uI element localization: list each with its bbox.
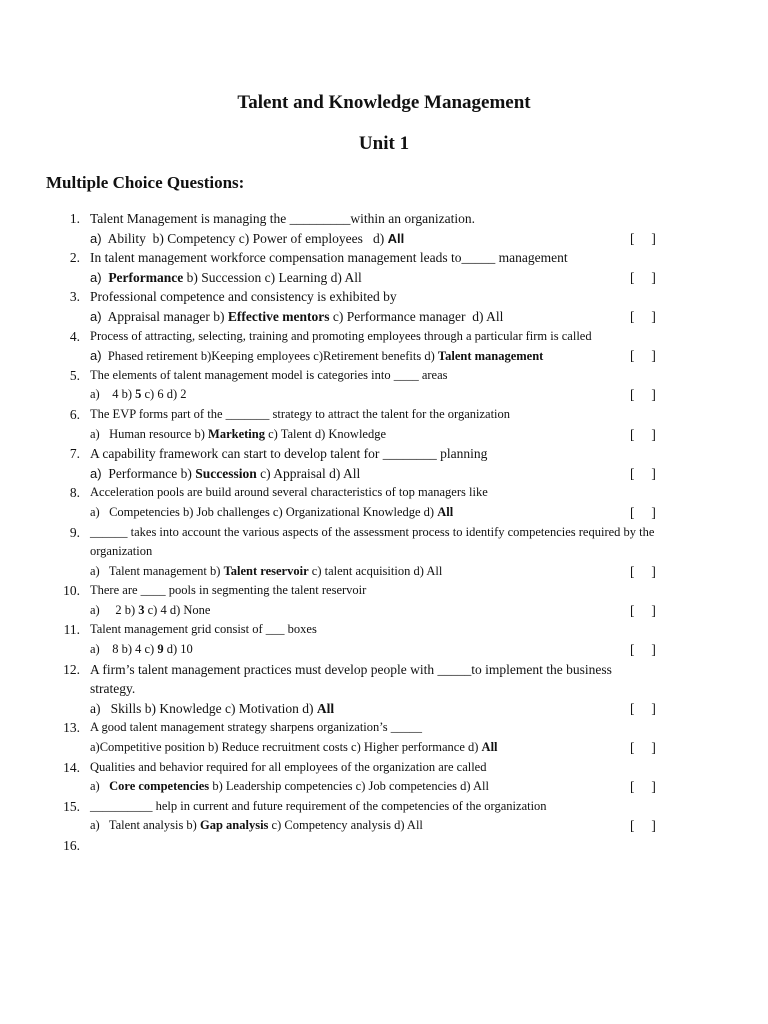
question-number: 14. (63, 759, 80, 775)
answer-options (90, 503, 453, 523)
correct-answer: Succession (195, 465, 257, 481)
option-text: a) Human resource b) (90, 426, 209, 441)
options-line (0, 503, 768, 523)
question-line (0, 405, 768, 425)
question-text: __________ help in current and future requirement of the competencies of the organization (90, 798, 547, 813)
question-number: 9. (69, 524, 80, 540)
option-text: a) (90, 269, 102, 285)
answer-bracket: [ ] (630, 740, 656, 756)
question-text: There are ____ pools in segmenting the talent reservoir (90, 583, 367, 598)
answer-bracket: [ ] (630, 818, 656, 834)
option-text: b) Succession c) Learning d) All (183, 269, 362, 285)
correct-answer: 9 (157, 642, 164, 657)
option-text: a) 8 b) 4 c) (90, 642, 158, 657)
correct-answer: Marketing (208, 426, 265, 441)
correct-answer: All (437, 504, 454, 519)
question-number: 2. (69, 250, 80, 266)
correct-answer: Effective mentors (227, 308, 330, 324)
answer-options (90, 464, 360, 484)
option-text: a) (90, 465, 102, 481)
option-text: a) (90, 348, 102, 364)
answer-options (90, 816, 423, 836)
question-continuation-line (0, 679, 768, 699)
option-text: c) Competency analysis d) All (268, 818, 423, 833)
answer-options (90, 346, 543, 367)
answer-bracket: [ ] (630, 779, 656, 795)
answer-options (90, 385, 187, 405)
answer-options (90, 562, 442, 582)
options-line (0, 425, 768, 445)
question-text: A firm’s talent management practices must develop people with _____to implement the business (90, 661, 612, 677)
correct-answer: Talent reservoir (223, 563, 309, 578)
question-number: 5. (69, 367, 80, 383)
answer-options (90, 229, 404, 249)
correct-answer: Core competencies (109, 779, 210, 794)
question-line (0, 523, 768, 543)
correct-answer: All (481, 740, 498, 755)
question-text: Process of attracting, selecting, training and promoting employees through a particular firm is called (90, 328, 592, 343)
answer-bracket: [ ] (630, 504, 656, 520)
answer-options (90, 699, 334, 719)
options-line (0, 699, 768, 719)
question-number: 11. (63, 622, 80, 638)
question-line (0, 287, 768, 307)
question-line (0, 718, 768, 738)
question-text: Acceleration pools are build around several characteristics of top managers like (90, 485, 488, 500)
question-line (0, 327, 768, 347)
option-text: a) 2 b) (90, 602, 139, 617)
option-text: c) Performance manager d) All (329, 308, 504, 324)
question-line (0, 620, 768, 640)
question-number: 7. (69, 446, 80, 462)
question-text: Talent management grid consist of ___ boxes (90, 622, 317, 637)
answer-bracket: [ ] (630, 426, 656, 442)
question-continuation-line (0, 542, 768, 562)
question-number: 16. (63, 838, 80, 853)
answer-bracket: [ ] (630, 563, 656, 579)
option-text: a) (90, 308, 102, 324)
answer-options (90, 268, 362, 288)
option-text: Performance b) (101, 465, 196, 481)
document-title: Talent and Knowledge Management (237, 92, 531, 113)
question-number: 13. (63, 720, 80, 736)
answer-options (90, 425, 386, 445)
question-line (0, 248, 768, 268)
answer-bracket: [ ] (630, 308, 656, 324)
answer-options (90, 640, 193, 660)
correct-answer: Talent management (437, 349, 544, 364)
options-line (0, 777, 768, 797)
answer-options (90, 777, 489, 797)
question-text: The EVP forms part of the _______ strategy to attract the talent for the organization (90, 406, 511, 421)
question-text: Qualities and behavior required for all employees of the organization are called (90, 759, 487, 774)
answer-options (90, 738, 498, 758)
question-list (0, 209, 768, 856)
question-line (0, 836, 768, 856)
option-text: a) 4 b) (90, 387, 136, 402)
question-line (0, 660, 768, 680)
options-line (0, 464, 768, 484)
option-text: a) Skills b) Knowledge c) Motivation d) (90, 700, 317, 716)
question-number: 12. (63, 661, 80, 677)
question-text: Professional competence and consistency is exhibited by (90, 289, 397, 305)
options-line (0, 268, 768, 288)
answer-bracket: [ ] (630, 465, 656, 481)
answer-bracket: [ ] (630, 230, 656, 246)
answer-options (90, 307, 503, 327)
correct-answer: 3 (138, 602, 145, 617)
options-line (0, 562, 768, 582)
correct-answer: Gap analysis (199, 818, 269, 833)
answer-bracket: [ ] (630, 269, 656, 285)
question-number: 15. (63, 798, 80, 814)
correct-answer: All (316, 700, 335, 716)
option-text: a) Talent management b) (90, 563, 224, 578)
option-text: b) Leadership competencies c) Job competencies d) All (209, 779, 489, 794)
question-line (0, 581, 768, 601)
question-number: 4. (69, 328, 80, 344)
option-text: a) Talent analysis b) (90, 818, 200, 833)
question-number: 8. (69, 485, 80, 501)
options-line (0, 385, 768, 405)
correct-answer: All (387, 230, 405, 246)
answer-bracket: [ ] (630, 602, 656, 618)
option-text: Phased retirement b)Keeping employees c)Retirement benefits d) (101, 349, 438, 364)
question-number: 10. (63, 583, 80, 599)
question-number: 6. (69, 406, 80, 422)
options-line (0, 816, 768, 836)
answer-bracket: [ ] (630, 387, 656, 403)
question-continuation: strategy. (90, 681, 136, 697)
option-text: d) 10 (163, 642, 193, 657)
option-text: a) (90, 230, 102, 246)
unit-title: Unit 1 (358, 133, 410, 154)
option-text: a) Competencies b) Job challenges c) Organizational Knowledge d) (90, 504, 438, 519)
option-text: c) Appraisal d) All (256, 465, 361, 481)
question-line (0, 444, 768, 464)
options-line (0, 601, 768, 621)
option-text: c) Talent d) Knowledge (264, 426, 387, 441)
options-line (0, 307, 768, 327)
question-continuation: organization (90, 544, 153, 559)
question-text: The elements of talent management model is categories into ____ areas (90, 367, 448, 382)
options-line (0, 346, 768, 366)
question-line (0, 483, 768, 503)
correct-answer: 5 (135, 387, 142, 402)
question-number: 1. (69, 211, 80, 226)
correct-answer: Performance (108, 269, 184, 285)
question-line (0, 209, 768, 229)
question-text: A capability framework can start to develop talent for ________ planning (90, 446, 488, 462)
question-line (0, 797, 768, 817)
option-text: Ability b) Competency c) Power of employees d) (101, 230, 388, 246)
answer-bracket: [ ] (630, 700, 656, 716)
option-text: c) 6 d) 2 (141, 387, 187, 402)
question-line (0, 366, 768, 386)
option-text: a)Competitive position b) Reduce recruitment costs c) Higher performance d) (90, 740, 482, 755)
question-text: In talent management workforce compensation management leads to_____ management (90, 250, 568, 266)
question-number: 3. (69, 289, 80, 305)
options-line (0, 229, 768, 249)
option-text: a) (90, 779, 110, 794)
answer-bracket: [ ] (630, 348, 656, 364)
question-text: Talent Management is managing the _________within an organization. (90, 211, 475, 226)
option-text: c) 4 d) None (144, 602, 211, 617)
options-line (0, 738, 768, 758)
question-text: ______ takes into account the various aspects of the assessment process to identify competencies required by the (90, 524, 655, 539)
options-line (0, 640, 768, 660)
section-heading: Multiple Choice Questions: (46, 173, 245, 192)
option-text: Appraisal manager b) (101, 308, 228, 324)
answer-options (90, 601, 210, 621)
question-line (0, 758, 768, 778)
question-text: A good talent management strategy sharpens organization’s _____ (90, 720, 422, 735)
option-text: c) talent acquisition d) All (308, 563, 443, 578)
answer-bracket: [ ] (630, 642, 656, 658)
